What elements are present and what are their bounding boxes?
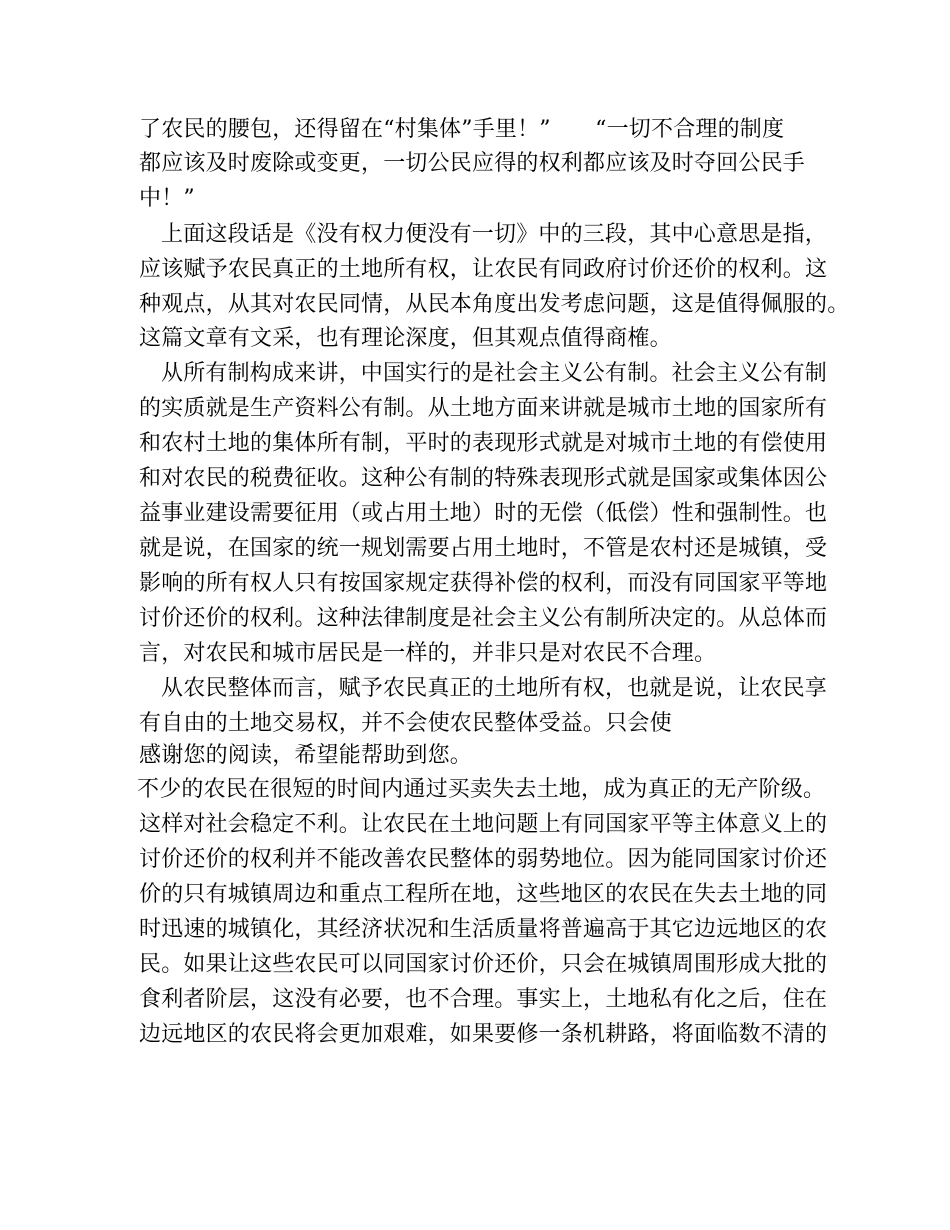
text-line-16: 言，对农民和城市居民是一样的，并非只是对农民不合理。: [139, 641, 717, 666]
text-line-13: 就是说，在国家的统一规划需要占用土地时，不管是农村还是城镇，受: [139, 536, 828, 561]
text-line-20: 不少的农民在很短的时间内通过买卖失去土地，成为真正的无产阶级。: [137, 777, 826, 802]
closing-note: 感谢您的阅读，希望能帮助到您。: [139, 743, 473, 768]
text-line-25: 民。如果让这些农民可以同国家讨价还价，只会在城镇周围形成大批的: [139, 952, 828, 977]
text-line-27: 边远地区的农民将会更加艰难，如果要修一条机耕路，将面临数不清的: [139, 1022, 828, 1047]
text-line-4: 上面这段话是《没有权力便没有一切》中的三段，其中心意思是指，: [161, 222, 828, 247]
text-line-2: 都应该及时废除或变更，一切公民应得的权利都应该及时夺回公民手: [139, 151, 806, 176]
text-line-12: 益事业建设需要征用（或占用土地）时的无偿（低偿）性和强制性。也: [139, 501, 828, 526]
text-line-21: 这样对社会稳定不利。让农民在土地问题上有同国家平等主体意义上的: [139, 812, 828, 837]
text-line-24: 时迅速的城镇化，其经济状况和生活质量将普遍高于其它边远地区的农: [139, 917, 828, 942]
text-line-11: 和对农民的税费征收。这种公有制的特殊表现形式就是国家或集体因公: [139, 466, 828, 491]
text-line-22: 讨价还价的权利并不能改善农民整体的弱势地位。因为能同国家讨价还: [139, 847, 828, 872]
text-line-8: 从所有制构成来讲，中国实行的是社会主义公有制。社会主义公有制: [161, 361, 828, 386]
text-line-17: 从农民整体而言，赋予农民真正的土地所有权，也就是说，让农民享: [161, 676, 828, 701]
text-line-7: 这篇文章有文采，也有理论深度，但其观点值得商榷。: [139, 326, 672, 351]
text-line-10: 和农村土地的集体所有制，平时的表现形式就是对城市土地的有偿使用: [139, 431, 828, 456]
text-line-15: 讨价还价的权利。这种法律制度是社会主义公有制所决定的。从总体而: [139, 606, 828, 631]
text-line-5: 应该赋予农民真正的土地所有权，让农民有同政府讨价还价的权利。这: [139, 257, 828, 282]
text-line-1: 了农民的腰包，还得留在“村集体”手里！” “一切不合理的制度: [139, 117, 785, 142]
text-line-23: 价的只有城镇周边和重点工程所在地，这些地区的农民在失去土地的同: [139, 882, 828, 907]
text-line-14: 影响的所有权人只有按国家规定获得补偿的权利，而没有同国家平等地: [139, 571, 828, 596]
text-line-26: 食利者阶层，这没有必要，也不合理。事实上，土地私有化之后，住在: [139, 987, 828, 1012]
text-line-6: 种观点，从其对农民同情，从民本角度出发考虑问题，这是值得佩服的。: [139, 292, 850, 317]
text-line-18: 有自由的土地交易权，并不会使农民整体受益。只会使: [139, 711, 672, 736]
text-line-9: 的实质就是生产资料公有制。从土地方面来讲就是城市土地的国家所有: [139, 396, 828, 421]
text-line-3: 中！”: [139, 186, 195, 211]
